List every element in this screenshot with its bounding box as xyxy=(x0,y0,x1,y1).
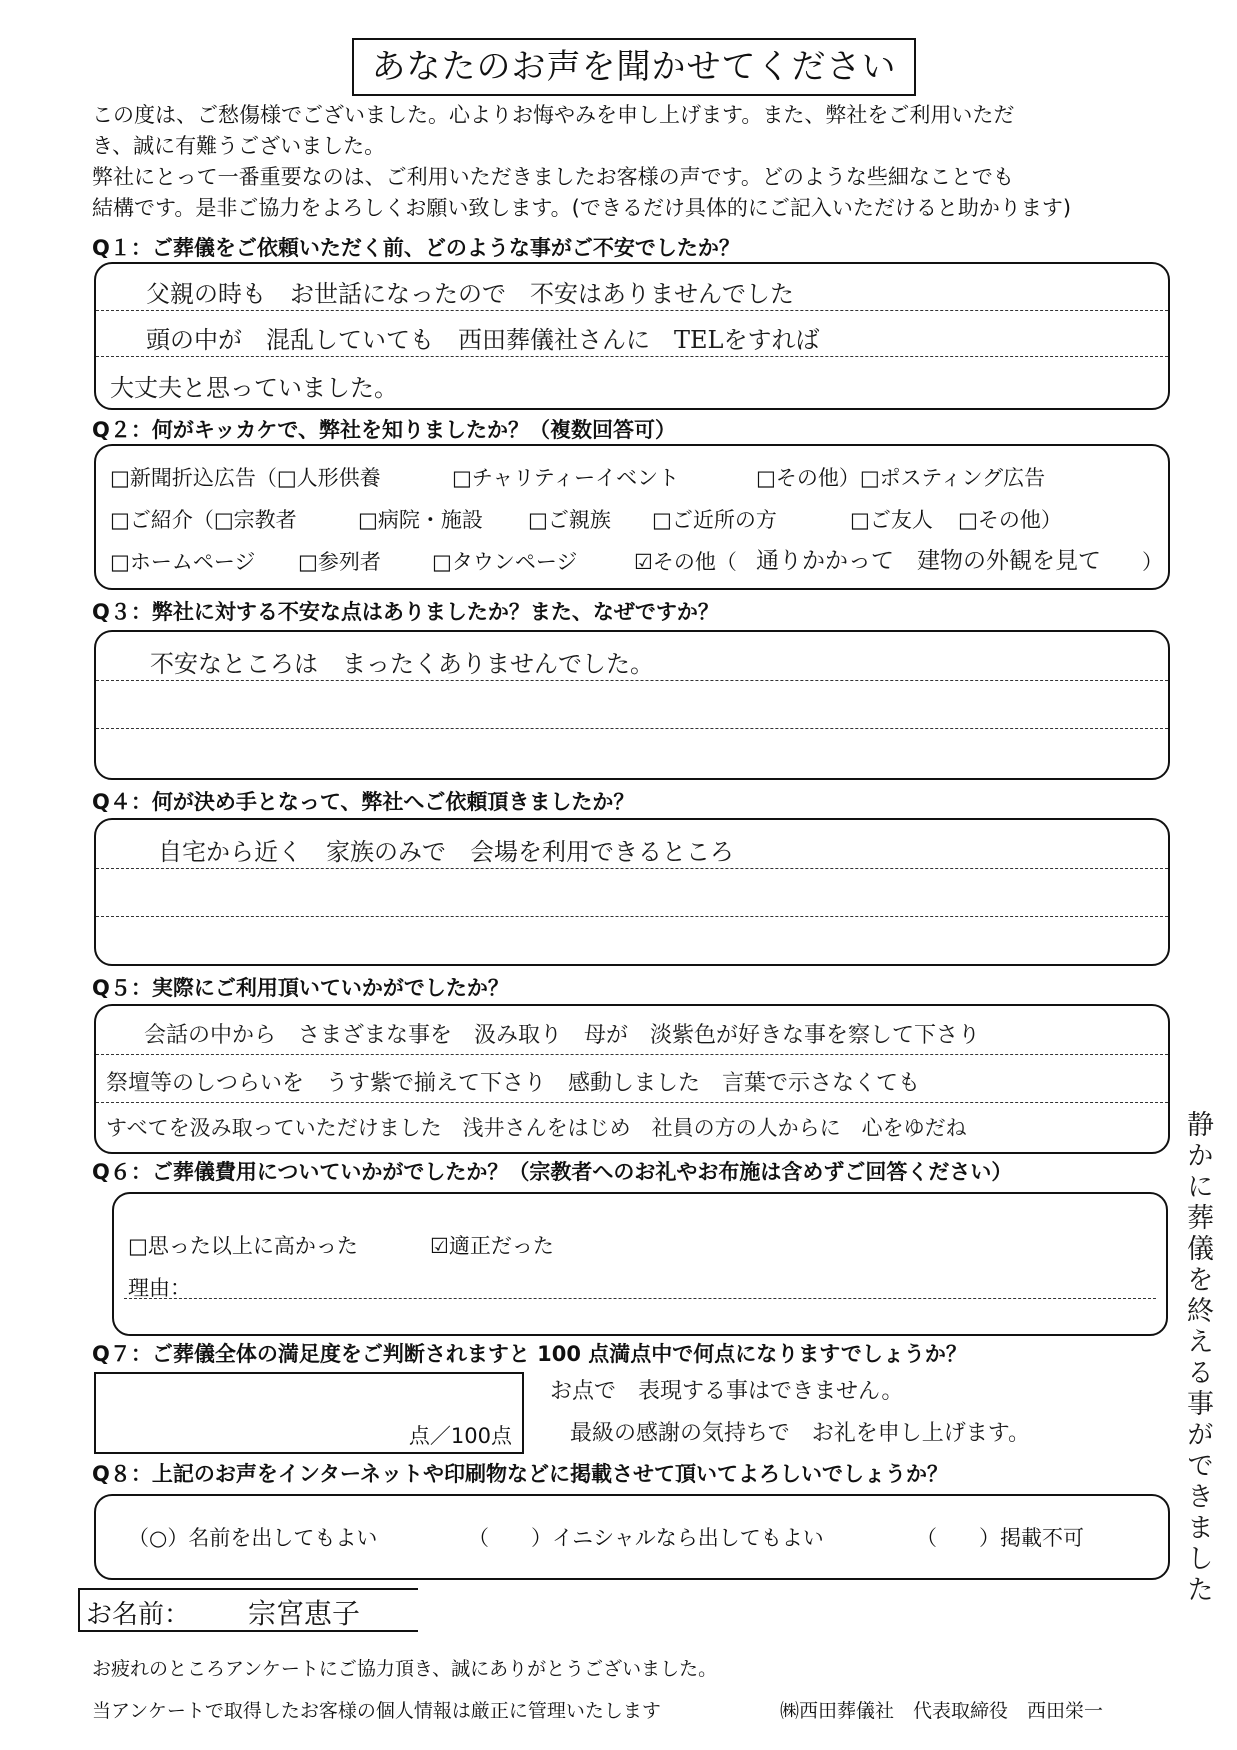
q8-option-no-publish[interactable]: （ ）掲載不可 xyxy=(916,1526,1084,1550)
intro-line-1: この度は、ご愁傷様でございました。心よりお悔やみを申し上げます。また、弊社をご利用いただ xyxy=(92,103,1015,127)
q2-option-hospital[interactable]: □病院・施設 xyxy=(358,508,483,532)
q2-option-posting-ad[interactable]: □その他）□ポスティング広告 xyxy=(756,466,1046,490)
q2-options-box xyxy=(94,444,1170,590)
intro-line-4: 結構です。是非ご協力をよろしくお願い致します。(できるだけ具体的にご記入いただけると助かります) xyxy=(92,196,1072,220)
intro-line-2: き、誠に有難うございました。 xyxy=(92,134,386,158)
q7-answer-line-1: お点で 表現する事はできません。 xyxy=(550,1379,904,1404)
side-handwritten-note: 静かに葬儀を終える事ができました xyxy=(1182,1110,1213,1606)
q8-options-box xyxy=(94,1494,1170,1580)
q2-option-relatives[interactable]: □ご親族 xyxy=(528,508,611,532)
q7-score-suffix: 点／100点 xyxy=(408,1424,512,1448)
q4-answer-box[interactable] xyxy=(94,818,1170,966)
q2-option-other-checked[interactable]: ☑その他（ xyxy=(634,550,737,574)
q2-option-neighbors[interactable]: □ご近所の方 xyxy=(652,508,777,532)
q6-option-fair-checked[interactable]: ☑適正だった xyxy=(430,1234,554,1258)
q6-question: Q６：ご葬儀費用についていかがでしたか？（宗教者へのお礼やお布施は含めずご回答ください） xyxy=(92,1160,1013,1184)
q2-option-homepage[interactable]: □ホームページ xyxy=(110,550,256,574)
q2-option-charity-event[interactable]: □チャリティーイベント xyxy=(452,466,680,490)
q2-other-answer: 通りかかって 建物の外観を見て xyxy=(756,548,1101,574)
q3-answer-line-1: 不安なところは まったくありませんでした。 xyxy=(150,650,654,678)
q7-question: Q７：ご葬儀全体の満足度をご判断されますと 100 点満点中で何点になりますでしょうか？ xyxy=(92,1342,967,1366)
q4-question: Q４：何が決め手となって、弊社へご依頼頂きましたか？ xyxy=(92,790,635,814)
q8-question: Q８：上記のお声をインターネットや印刷物などに掲載させて頂いてよろしいでしょうか？ xyxy=(92,1462,948,1486)
q7-answer-line-2: 最級の感謝の気持ちで お礼を申し上げます。 xyxy=(570,1421,1031,1446)
q1-question: Q１：ご葬儀をご依頼いただく前、どのような事がご不安でしたか？ xyxy=(92,236,740,260)
q6-option-expensive[interactable]: □思った以上に高かった xyxy=(128,1234,358,1258)
q7-score-box[interactable] xyxy=(94,1372,524,1454)
q2-option-other-2[interactable]: □その他） xyxy=(958,508,1062,532)
survey-title: あなたのお声を聞かせてください xyxy=(352,38,916,96)
q2-question: Q２：何がキッカケで、弊社を知りましたか？（複数回答可） xyxy=(92,418,677,442)
q5-answer-line-1: 会話の中から さまざまな事を 汲み取り 母が 淡紫色が好きな事を察して下さり xyxy=(144,1023,981,1048)
q8-option-name-ok[interactable]: （○）名前を出してもよい xyxy=(128,1526,378,1550)
q8-option-initials-ok[interactable]: （ ）イニシャルなら出してもよい xyxy=(468,1526,824,1550)
q1-answer-line-2: 頭の中が 混乱していても 西田葬儀社さんに TELをすれば xyxy=(146,326,820,354)
intro-line-3: 弊社にとって一番重要なのは、ご利用いただきましたお客様の声です。どのような些細なことでも xyxy=(92,165,1014,189)
q4-answer-line-1: 自宅から近く 家族のみで 会場を利用できるところ xyxy=(158,838,734,866)
q5-answer-box[interactable] xyxy=(94,1004,1170,1154)
footer-privacy: 当アンケートで取得したお客様の個人情報は厳正に管理いたします xyxy=(92,1700,661,1722)
q2-option-referral[interactable]: □ご紹介（□宗教者 xyxy=(110,508,297,532)
q5-answer-line-3: すべてを汲み取っていただけました 浅井さんをはじめ 社員の方の人からに 心をゆだね xyxy=(106,1116,967,1140)
q2-option-townpage[interactable]: □タウンページ xyxy=(432,550,578,574)
q1-answer-box[interactable] xyxy=(94,262,1170,410)
footer-thanks: お疲れのところアンケートにご協力頂き、誠にありがとうございました。 xyxy=(92,1658,718,1680)
q3-question: Q３：弊社に対する不安な点はありましたか？また、なぜですか？ xyxy=(92,600,719,624)
q1-answer-line-1: 父親の時も お世話になったので 不安はありませんでした xyxy=(146,280,794,308)
name-field[interactable] xyxy=(78,1588,418,1632)
q2-option-attendee[interactable]: □参列者 xyxy=(298,550,381,574)
q3-answer-box[interactable] xyxy=(94,630,1170,780)
q2-option-friends[interactable]: □ご友人 xyxy=(850,508,933,532)
q6-reason-label: 理由： xyxy=(128,1276,191,1300)
name-label: お名前： xyxy=(86,1600,191,1630)
q5-question: Q５：実際にご利用頂いていかがでしたか？ xyxy=(92,976,509,1000)
q6-options-box xyxy=(112,1192,1168,1336)
q2-other-close: ） xyxy=(1142,550,1163,574)
q1-answer-line-3: 大丈夫と思っていました。 xyxy=(110,374,398,402)
q2-option-newspaper[interactable]: □新聞折込広告（□人形供養 xyxy=(110,466,381,490)
name-value: 宗宮恵子 xyxy=(248,1597,361,1630)
footer-company: ㈱西田葬儀社 代表取締役 西田栄一 xyxy=(780,1700,1104,1722)
q5-answer-line-2: 祭壇等のしつらいを うす紫で揃えて下さり 感動しました 言葉で示さなくても xyxy=(106,1071,921,1096)
